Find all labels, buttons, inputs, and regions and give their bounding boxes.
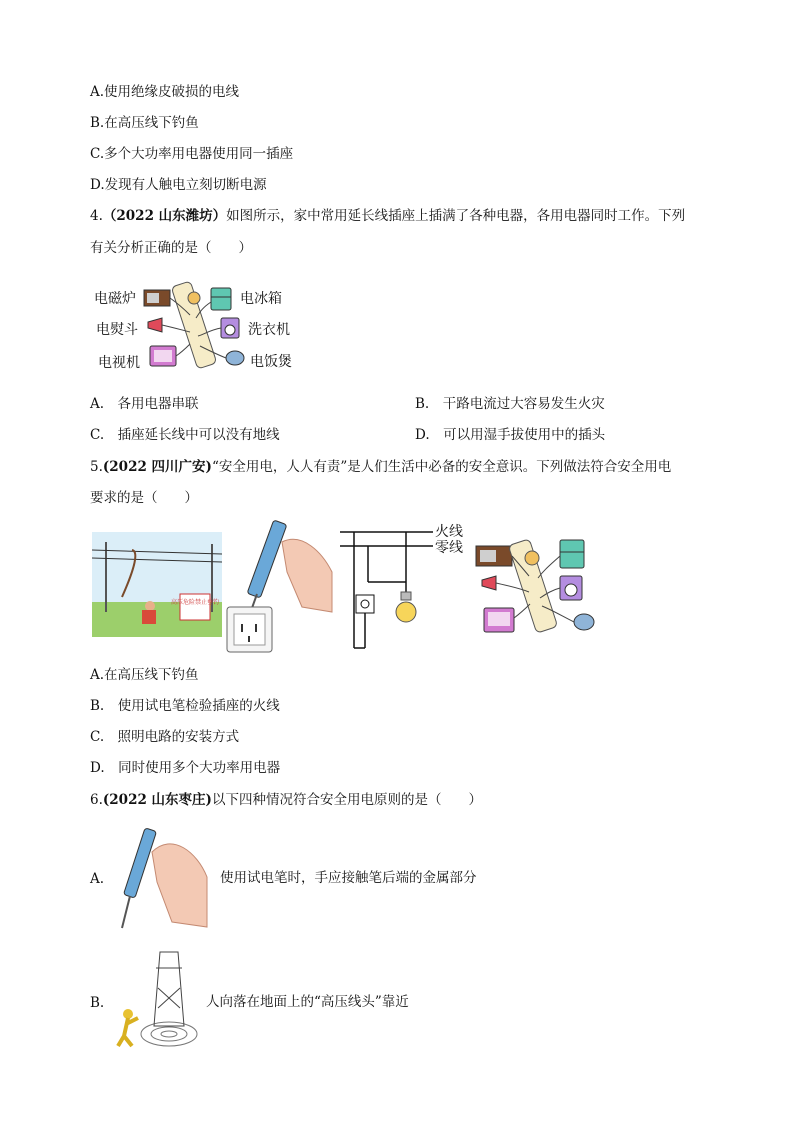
switch-icon: [356, 595, 374, 613]
q5-iron-icon: [482, 576, 496, 590]
q5-stem-line1: [90, 457, 671, 477]
person-icon: [123, 1009, 133, 1019]
q4-option-c: C. 插座延长线中可以没有地线: [90, 427, 280, 443]
q4-option-d: D. 可以用湿手拔使用中的插头: [415, 427, 606, 443]
q6-stem: [90, 790, 482, 810]
q4-source: （2022 山东潍坊）: [102, 208, 227, 224]
q6-option-a-figure: [112, 822, 212, 932]
q4-text: 如图所示，家中常用延长线插座上插满了各种电器，各用电器同时工作。下列: [226, 208, 686, 224]
q4-stem-line1: [90, 206, 685, 226]
q4-options-row2: [90, 425, 710, 445]
test-pen-icon: [247, 520, 287, 598]
q6-text: 以下四种情况符合安全用电原则的是（ ）: [211, 792, 482, 808]
fisherman-icon: [145, 601, 155, 611]
q4-figure-power-strip: [90, 270, 310, 382]
q5-option-c: C. 照明电路的安装方式: [90, 729, 240, 745]
q5-option-d: D. 同时使用多个大功率用电器: [90, 760, 281, 776]
rice-cooker-icon: [226, 351, 244, 365]
q5-label-neutral-wire: 零线: [435, 540, 463, 556]
q5-figure-fishing: [92, 532, 222, 637]
q5-rice-cooker-icon: [574, 614, 594, 630]
q4-label-tv: 电视机: [98, 355, 140, 371]
q5-figure-circuit: [338, 520, 473, 655]
q5-fridge-icon: [560, 540, 584, 568]
q6-option-a-text: 使用试电笔时，手应接触笔后端的金属部分: [220, 870, 477, 886]
q6-option-b-letter: B.: [90, 995, 105, 1011]
q5-option-b: B. 使用试电笔检验插座的火线: [90, 698, 280, 714]
iron-icon: [148, 318, 162, 332]
q4-label-cooker: 电饭煲: [250, 354, 292, 370]
q5-text: “安全用电，人人有责”是人们生活中必备的安全意识。下列做法符合安全用电: [211, 459, 672, 475]
q4-number: 4.: [90, 208, 103, 224]
q4-stem-line2: 有关分析正确的是（ ）: [90, 240, 252, 256]
q6-source: (2022 山东枣庄): [102, 792, 212, 808]
q4-label-washer: 洗衣机: [248, 322, 290, 338]
bulb-icon: [396, 602, 416, 622]
q3-option-d: D.发现有人触电立刻切断电源: [90, 177, 267, 193]
q5-stem-line2: 要求的是（ ）: [90, 490, 198, 506]
q5-sign-text: 高压危险禁止垂钓: [170, 599, 220, 606]
q3-option-b: B.在高压线下钓鱼: [90, 115, 199, 131]
q5-option-a: A.在高压线下钓鱼: [90, 667, 199, 683]
q6-test-pen-icon: [123, 828, 156, 898]
q4-option-a: A. 各用电器串联: [90, 396, 199, 412]
q5-figure-power-strip: [474, 526, 609, 641]
q4-label-fridge: 电冰箱: [240, 291, 282, 307]
q5-number: 5.: [90, 459, 103, 475]
q5-figure-test-pen-socket: [222, 512, 337, 657]
q4-label-iron: 电熨斗: [96, 322, 138, 338]
q4-options-row1: [90, 394, 710, 414]
q6-option-b-figure: [114, 948, 200, 1052]
q5-source: (2022 四川广安): [102, 459, 212, 475]
fridge-icon: [211, 288, 231, 310]
q6-number: 6.: [90, 792, 103, 808]
q3-option-a: A.使用绝缘皮破损的电线: [90, 84, 240, 100]
q6-option-a-letter: A.: [90, 871, 105, 887]
q3-option-c: C.多个大功率用电器使用同一插座: [90, 146, 294, 162]
q5-label-live-wire: 火线: [435, 524, 463, 540]
q4-label-induction: 电磁炉: [94, 291, 136, 307]
q6-option-b-text: 人向落在地面上的“高压线头”靠近: [206, 994, 409, 1010]
q4-option-b: B. 干路电流过大容易发生火灾: [415, 396, 605, 412]
